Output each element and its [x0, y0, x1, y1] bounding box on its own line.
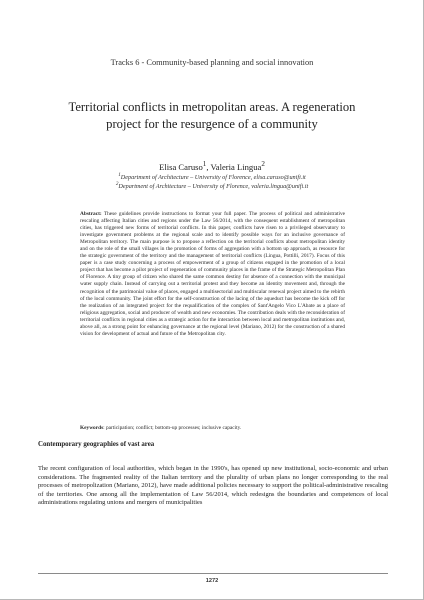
keywords-text: : participation; conflict; bottom-up processes; inclusive capacity.: [103, 425, 242, 431]
paper-title: Territorial conflicts in metropolitan areas. A regeneration project for the resurgence of a community: [68, 100, 356, 131]
section-heading: Contemporary geographies of vast area: [38, 441, 155, 448]
affiliation-text: Department of Architecture – University of Florence, elisa.caruso@unifi.it: [120, 174, 306, 182]
abstract-label: Abstract:: [80, 211, 102, 217]
affiliation-mark: 1: [118, 172, 121, 178]
footer-divider: [38, 573, 388, 574]
keywords-label: Keywords: [80, 425, 104, 431]
affiliation: [0, 172, 424, 181]
affiliation: [0, 181, 424, 190]
affiliation-text: Department of Architecture – University of Florence, valeria.lingua@unifi.it: [118, 183, 309, 191]
author-affiliation-mark: 1: [202, 160, 207, 168]
page-number: 1272: [205, 578, 219, 584]
author-name: Valeria Lingua: [210, 161, 262, 172]
keywords: [80, 425, 345, 431]
abstract-text: These guidelines provide instructions to format your full paper. The process of political and administrative rescaling affecting Italian cities and regions under the Law 56/2014, with the consequent establishment of metropolitan cities, has triggered new forms of territorial conflicts. In this paper, conflicts have risen to a privileged observatory to investigate government problems at the regional scale and to identify possible ways for an inclusive governance of Metropolitan territory. The main purpose is to propose a reflection on the territorial conflicts about metropolitan identity and on the role of the small villages in the promotion of forms of aggregation with a bottom up approach, as resource for the strategic government of the territory and the management of territorial conflicts (Lingua, Pottilli, 2017). Focus of this paper is a case study concerning a process of empowerment of a group of citizens engaged in the promotion of a local project that has become a pilot project of regeneration of community places in the frame of the Strategic Metropolitan Plan of Florence. A tiny group of citizen who shared the same common destiny for absence of a connection with the municipal water supply chain. Instead of carrying out a territorial protest and they become an identity movement and, through the recognition of the patrimonial value of places, engaged a multisectorial and multiscalar renewal project aimed to the rebirth of the local community. The joint effort for the self-construction of the lacing of the aqueduct has become the kick off for the realization of an integrated project for the requalification of the complex of Sant'Angelo Vico L'Abate as a place of religious aggregation, social and producer of wealth and new economies. The contribution deals with the reconsideration of territorial conflicts in regional cities as a strategic action for the interaction between local and metropolitan institutions and, above all, as a strong point for enhancing governance at the regional level (Mariano, 2012) for the construction of a shared vision for development of actual and future of the Metropolitan city.: [80, 211, 345, 337]
author-name: Elisa Caruso: [159, 161, 203, 172]
abstract: [80, 211, 345, 338]
affiliation-mark: 2: [115, 181, 119, 187]
body-paragraph: The recent configuration of local authorities, which began in the 1990's, has opened up new institutional, socio-economic and urban considerations. The fragmented reality of the Italian territory and the plurality of urban plans no longer corresponding to the real processes of metropolization (Mariano, 2012), have made additional policies necessary to support the political-administrative rescaling of the territories. One among all the implementation of Law 56/2014, which redesigns the boundaries and competences of local administrations regulating unions and mergers of municipalities: [38, 465, 388, 507]
author-separator: ,: [206, 161, 211, 172]
author-affiliation-mark: 2: [261, 160, 265, 168]
author-line: [0, 160, 424, 172]
track-header: Tracks 6 - Community-based planning and social innovation: [110, 58, 314, 67]
